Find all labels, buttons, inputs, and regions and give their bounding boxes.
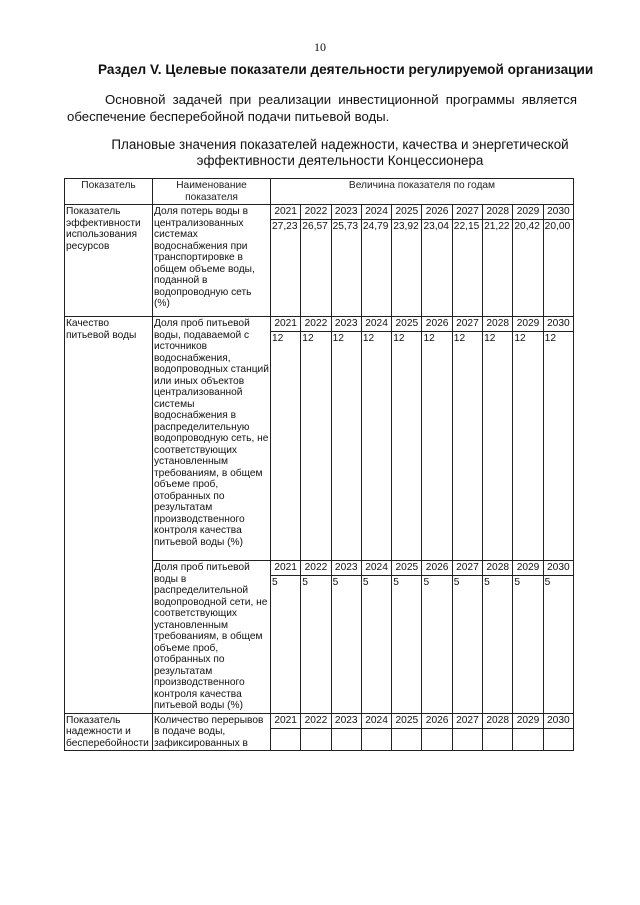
header-values: Величина показателя по годам: [271, 179, 574, 205]
value-cell: 21,22: [483, 220, 513, 317]
indicator-name-cell: Доля потерь воды в централизованных системах водоснабжения при транспортировке в общем объеме воды, поданной в водопроводную сеть (%): [153, 205, 271, 317]
year-cell: 2024: [361, 317, 391, 332]
value-cell: 5: [301, 576, 331, 713]
value-cell: 12: [392, 332, 422, 561]
value-cell: 5: [422, 576, 452, 713]
value-cell: 12: [483, 332, 513, 561]
value-cell: 12: [271, 332, 301, 561]
year-cell: 2025: [392, 317, 422, 332]
value-cell: 5: [392, 576, 422, 713]
value-cell: 12: [301, 332, 331, 561]
indicator-cell: Качество питьевой воды: [65, 317, 153, 714]
caption-line-2: эффективности деятельности Концессионера: [196, 153, 484, 168]
year-cell: 2025: [392, 561, 422, 576]
years-row: [65, 317, 574, 332]
value-cell: 5: [543, 576, 573, 713]
indicator-cell: Показатель эффективности использования ресурсов: [65, 205, 153, 317]
value-cell: 26,57: [301, 220, 331, 317]
value-cell: 5: [452, 576, 482, 713]
value-cell: [271, 728, 301, 750]
year-cell: 2026: [422, 205, 452, 220]
value-cell: 24,79: [361, 220, 391, 317]
page-number: 10: [314, 40, 326, 54]
value-cell: [422, 728, 452, 750]
caption-line-1: Плановые значения показателей надежности, качества и энергетической: [111, 137, 569, 152]
year-cell: 2023: [331, 713, 361, 728]
value-cell: [483, 728, 513, 750]
indicators-table: [64, 178, 574, 751]
year-cell: 2024: [361, 205, 391, 220]
year-cell: 2030: [543, 205, 573, 220]
value-cell: [392, 728, 422, 750]
value-cell: 12: [331, 332, 361, 561]
value-cell: 12: [543, 332, 573, 561]
value-cell: 12: [361, 332, 391, 561]
indicator-cell: Показатель надежности и бесперебойности: [65, 713, 153, 751]
year-cell: 2029: [513, 205, 543, 220]
table-caption: [100, 137, 580, 169]
value-cell: 12: [452, 332, 482, 561]
value-cell: 5: [331, 576, 361, 713]
year-cell: 2029: [513, 713, 543, 728]
year-cell: 2030: [543, 561, 573, 576]
year-cell: 2028: [483, 317, 513, 332]
indicator-name-cell: Количество перерывов в подаче воды, зафиксированных в: [153, 713, 271, 751]
value-cell: 12: [513, 332, 543, 561]
year-cell: 2022: [301, 317, 331, 332]
year-cell: 2022: [301, 205, 331, 220]
year-cell: 2024: [361, 561, 391, 576]
indicator-name-cell: Доля проб питьевой воды, подаваемой с источников водоснабжения, водопроводных станций или иных объектов централизованной системы водоснабжения в распределительную водопроводную сеть, не соответствующих установленным требованиям, в общем объеме проб, отобранных по результатам производственного контроля качества питьевой воды (%): [153, 317, 271, 561]
value-cell: 27,23: [271, 220, 301, 317]
header-name: Наименование показателя: [153, 179, 271, 205]
intro-line-1: Основной задачей при реализации инвестиционной программы является: [105, 92, 577, 107]
value-cell: 5: [361, 576, 391, 713]
value-cell: [331, 728, 361, 750]
section-title: Раздел V. Целевые показатели деятельности регулируемой организации: [98, 62, 594, 77]
value-cell: 20,42: [513, 220, 543, 317]
year-cell: 2029: [513, 317, 543, 332]
year-cell: 2023: [331, 317, 361, 332]
year-cell: 2021: [271, 713, 301, 728]
year-cell: 2027: [452, 317, 482, 332]
value-cell: [543, 728, 573, 750]
value-cell: [452, 728, 482, 750]
year-cell: 2027: [452, 561, 482, 576]
intro-line-2: обеспечение бесперебойной подачи питьевой воды.: [67, 109, 390, 124]
year-cell: 2023: [331, 205, 361, 220]
year-cell: 2030: [543, 317, 573, 332]
year-cell: 2022: [301, 561, 331, 576]
value-cell: 25,73: [331, 220, 361, 317]
indicator-name-cell: Доля проб питьевой воды в распределительной водопроводной сети, не соответствующих установленным требованиям, в общем объеме проб, отобранных по результатам производственного контроля качества питьевой воды (%): [153, 561, 271, 714]
year-cell: 2021: [271, 317, 301, 332]
year-cell: 2024: [361, 713, 391, 728]
year-cell: 2025: [392, 713, 422, 728]
intro-paragraph: [67, 91, 577, 125]
years-row: [65, 205, 574, 220]
year-cell: 2026: [422, 713, 452, 728]
year-cell: 2027: [452, 205, 482, 220]
year-cell: 2030: [543, 713, 573, 728]
value-cell: 22,15: [452, 220, 482, 317]
value-cell: [301, 728, 331, 750]
value-cell: 20,00: [543, 220, 573, 317]
value-cell: 5: [513, 576, 543, 713]
value-cell: 5: [483, 576, 513, 713]
year-cell: 2028: [483, 205, 513, 220]
year-cell: 2022: [301, 713, 331, 728]
year-cell: 2027: [452, 713, 482, 728]
year-cell: 2026: [422, 317, 452, 332]
year-cell: 2023: [331, 561, 361, 576]
year-cell: 2029: [513, 561, 543, 576]
year-cell: 2025: [392, 205, 422, 220]
value-cell: 23,92: [392, 220, 422, 317]
value-cell: 23,04: [422, 220, 452, 317]
years-row: [65, 713, 574, 728]
year-cell: 2021: [271, 205, 301, 220]
value-cell: 5: [271, 576, 301, 713]
year-cell: 2021: [271, 561, 301, 576]
value-cell: 12: [422, 332, 452, 561]
value-cell: [513, 728, 543, 750]
header-indicator: Показатель: [65, 179, 153, 205]
value-cell: [361, 728, 391, 750]
year-cell: 2028: [483, 561, 513, 576]
year-cell: 2026: [422, 561, 452, 576]
year-cell: 2028: [483, 713, 513, 728]
